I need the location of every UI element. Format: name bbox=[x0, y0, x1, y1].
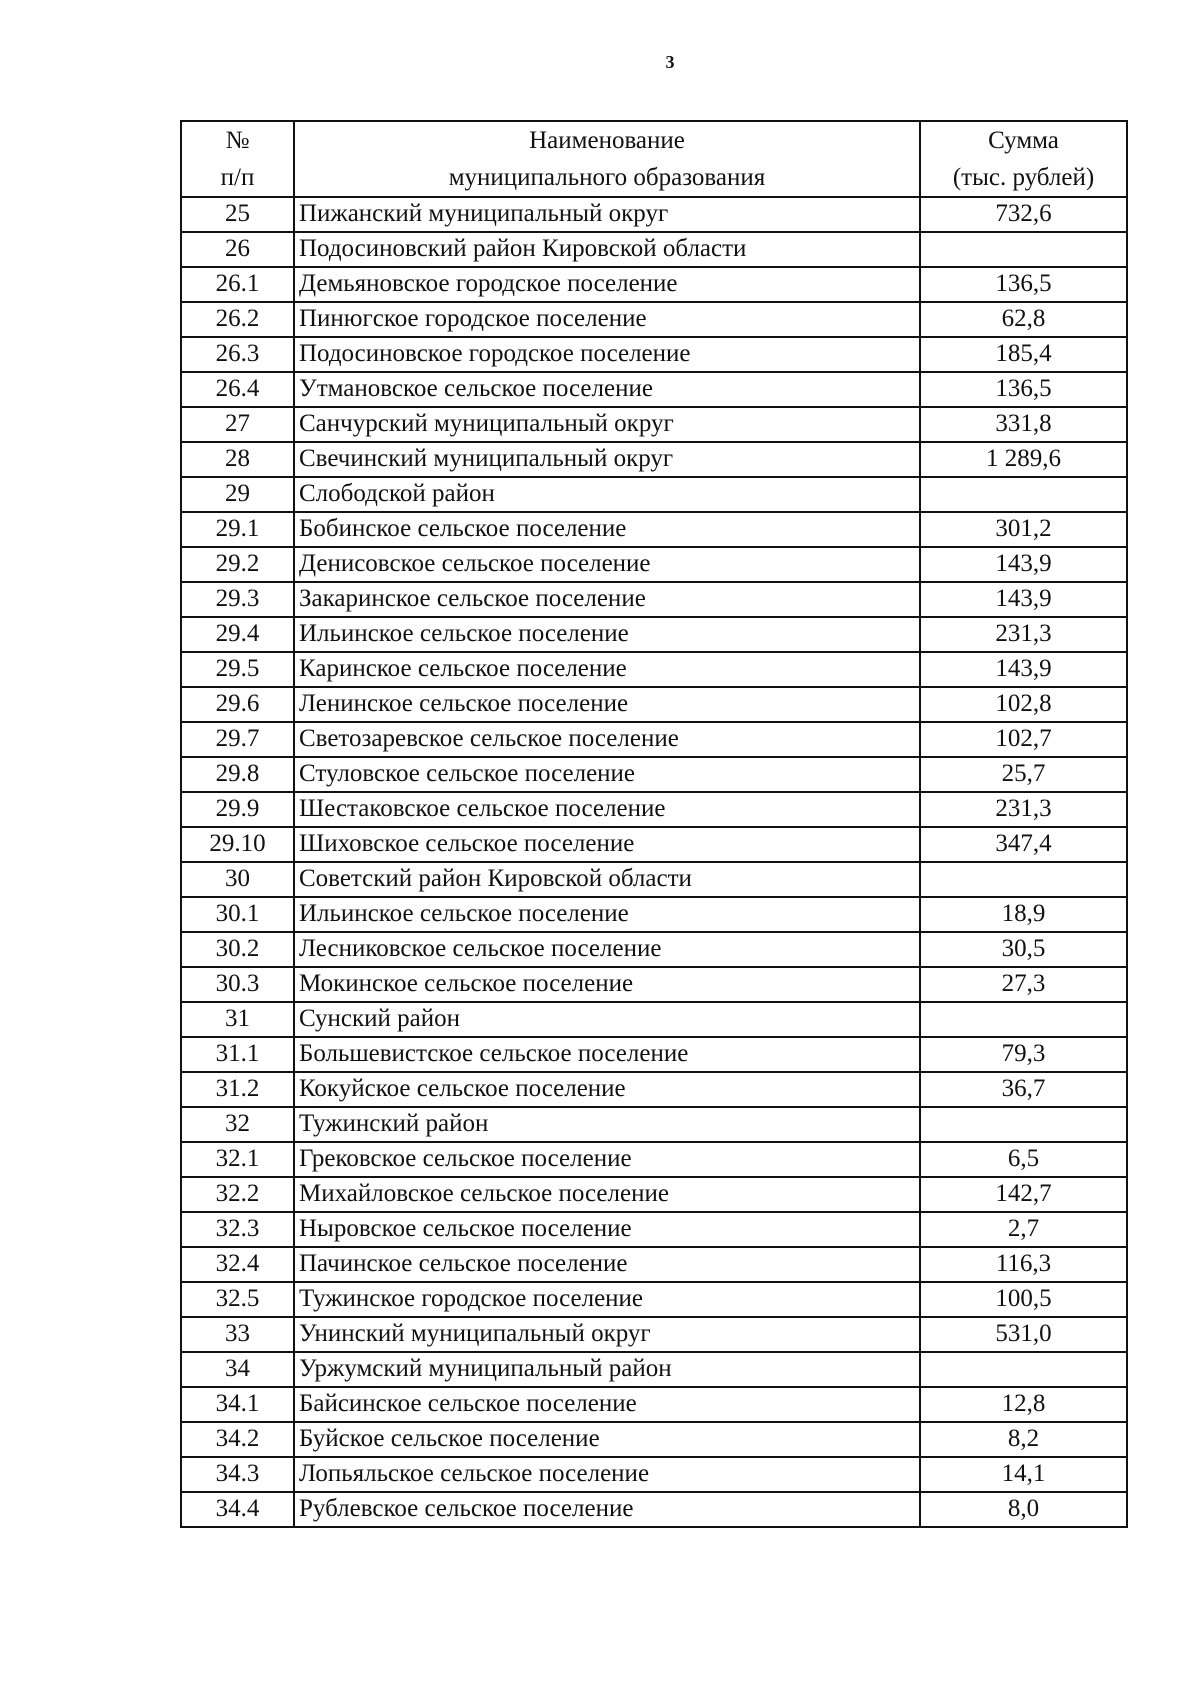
row-number-cell: 31 bbox=[181, 1002, 294, 1037]
table-row bbox=[181, 1282, 1127, 1317]
table-row bbox=[181, 1177, 1127, 1212]
amount-cell: 102,7 bbox=[920, 722, 1127, 757]
amount-cell bbox=[920, 477, 1127, 512]
municipality-name-cell: Ленинское сельское поселение bbox=[294, 687, 920, 722]
municipality-name-cell: Свечинский муниципальный округ bbox=[294, 442, 920, 477]
amount-cell: 8,2 bbox=[920, 1422, 1127, 1457]
table-row bbox=[181, 862, 1127, 897]
municipality-name-cell: Стуловское сельское поселение bbox=[294, 757, 920, 792]
amount-cell bbox=[920, 1002, 1127, 1037]
municipality-name-cell: Пачинское сельское поселение bbox=[294, 1247, 920, 1282]
municipality-name-cell: Ильинское сельское поселение bbox=[294, 897, 920, 932]
municipality-name-cell: Рублевское сельское поселение bbox=[294, 1492, 920, 1527]
header-line: Сумма bbox=[988, 127, 1059, 154]
amount-cell: 331,8 bbox=[920, 407, 1127, 442]
amount-cell: 116,3 bbox=[920, 1247, 1127, 1282]
amount-cell: 102,8 bbox=[920, 687, 1127, 722]
amount-cell bbox=[920, 862, 1127, 897]
row-number-cell: 32.2 bbox=[181, 1177, 294, 1212]
allocation-table bbox=[180, 120, 1128, 1528]
amount-cell: 136,5 bbox=[920, 267, 1127, 302]
municipality-name-cell: Подосиновский район Кировской области bbox=[294, 232, 920, 267]
row-number-cell: 34 bbox=[181, 1352, 294, 1387]
municipality-name-cell: Большевистское сельское поселение bbox=[294, 1037, 920, 1072]
row-number-cell: 34.4 bbox=[181, 1492, 294, 1527]
row-number-cell: 26.4 bbox=[181, 372, 294, 407]
municipality-name-cell: Лесниковское сельское поселение bbox=[294, 932, 920, 967]
column-header-sum bbox=[920, 121, 1127, 197]
row-number-cell: 25 bbox=[181, 197, 294, 232]
amount-cell: 62,8 bbox=[920, 302, 1127, 337]
amount-cell: 301,2 bbox=[920, 512, 1127, 547]
amount-cell: 136,5 bbox=[920, 372, 1127, 407]
row-number-cell: 26.1 bbox=[181, 267, 294, 302]
amount-cell bbox=[920, 1352, 1127, 1387]
amount-cell: 231,3 bbox=[920, 617, 1127, 652]
municipality-name-cell: Ныровское сельское поселение bbox=[294, 1212, 920, 1247]
column-header-number bbox=[181, 121, 294, 197]
row-number-cell: 30.2 bbox=[181, 932, 294, 967]
row-number-cell: 32.5 bbox=[181, 1282, 294, 1317]
header-line: № bbox=[225, 127, 250, 154]
amount-cell: 25,7 bbox=[920, 757, 1127, 792]
table-row bbox=[181, 372, 1127, 407]
table-row bbox=[181, 932, 1127, 967]
table-row bbox=[181, 617, 1127, 652]
row-number-cell: 26.3 bbox=[181, 337, 294, 372]
table-row bbox=[181, 722, 1127, 757]
row-number-cell: 29.9 bbox=[181, 792, 294, 827]
amount-cell: 36,7 bbox=[920, 1072, 1127, 1107]
municipality-name-cell: Шестаковское сельское поселение bbox=[294, 792, 920, 827]
table-row bbox=[181, 547, 1127, 582]
amount-cell: 531,0 bbox=[920, 1317, 1127, 1352]
municipality-name-cell: Буйское сельское поселение bbox=[294, 1422, 920, 1457]
row-number-cell: 29.3 bbox=[181, 582, 294, 617]
municipality-name-cell: Пинюгское городское поселение bbox=[294, 302, 920, 337]
table-row bbox=[181, 1352, 1127, 1387]
amount-cell: 12,8 bbox=[920, 1387, 1127, 1422]
table-row bbox=[181, 1247, 1127, 1282]
municipality-name-cell: Тужинский район bbox=[294, 1107, 920, 1142]
amount-cell: 732,6 bbox=[920, 197, 1127, 232]
amount-cell: 143,9 bbox=[920, 547, 1127, 582]
table-row bbox=[181, 1317, 1127, 1352]
amount-cell: 8,0 bbox=[920, 1492, 1127, 1527]
table-row bbox=[181, 827, 1127, 862]
municipality-name-cell: Пижанский муниципальный округ bbox=[294, 197, 920, 232]
table-row bbox=[181, 652, 1127, 687]
table-row bbox=[181, 1107, 1127, 1142]
municipality-name-cell: Каринское сельское поселение bbox=[294, 652, 920, 687]
amount-cell bbox=[920, 1107, 1127, 1142]
amount-cell bbox=[920, 232, 1127, 267]
table-row bbox=[181, 757, 1127, 792]
amount-cell: 14,1 bbox=[920, 1457, 1127, 1492]
row-number-cell: 29.4 bbox=[181, 617, 294, 652]
header-row bbox=[181, 121, 1127, 197]
table-row bbox=[181, 1037, 1127, 1072]
municipality-name-cell: Советский район Кировской области bbox=[294, 862, 920, 897]
table-row bbox=[181, 442, 1127, 477]
table-row bbox=[181, 337, 1127, 372]
amount-cell: 142,7 bbox=[920, 1177, 1127, 1212]
table-row bbox=[181, 302, 1127, 337]
row-number-cell: 29.6 bbox=[181, 687, 294, 722]
header-line: (тыс. рублей) bbox=[952, 164, 1095, 191]
row-number-cell: 32.1 bbox=[181, 1142, 294, 1177]
table-row bbox=[181, 687, 1127, 722]
row-number-cell: 29.8 bbox=[181, 757, 294, 792]
row-number-cell: 29 bbox=[181, 477, 294, 512]
row-number-cell: 29.5 bbox=[181, 652, 294, 687]
table-row bbox=[181, 967, 1127, 1002]
row-number-cell: 31.2 bbox=[181, 1072, 294, 1107]
municipality-name-cell: Бобинское сельское поселение bbox=[294, 512, 920, 547]
row-number-cell: 34.2 bbox=[181, 1422, 294, 1457]
table-row bbox=[181, 1142, 1127, 1177]
table-row bbox=[181, 477, 1127, 512]
municipality-name-cell: Ильинское сельское поселение bbox=[294, 617, 920, 652]
row-number-cell: 29.7 bbox=[181, 722, 294, 757]
row-number-cell: 27 bbox=[181, 407, 294, 442]
municipality-name-cell: Кокуйское сельское поселение bbox=[294, 1072, 920, 1107]
table-row bbox=[181, 512, 1127, 547]
municipality-name-cell: Лопьяльское сельское поселение bbox=[294, 1457, 920, 1492]
municipality-name-cell: Сунский район bbox=[294, 1002, 920, 1037]
row-number-cell: 32.3 bbox=[181, 1212, 294, 1247]
municipality-name-cell: Тужинское городское поселение bbox=[294, 1282, 920, 1317]
amount-cell: 2,7 bbox=[920, 1212, 1127, 1247]
municipality-name-cell: Унинский муниципальный округ bbox=[294, 1317, 920, 1352]
table-row bbox=[181, 1457, 1127, 1492]
municipality-name-cell: Светозаревское сельское поселение bbox=[294, 722, 920, 757]
municipality-name-cell: Грековское сельское поселение bbox=[294, 1142, 920, 1177]
table-header bbox=[181, 121, 1127, 197]
row-number-cell: 30.1 bbox=[181, 897, 294, 932]
municipality-name-cell: Закаринское сельское поселение bbox=[294, 582, 920, 617]
table-row bbox=[181, 197, 1127, 232]
table-row bbox=[181, 232, 1127, 267]
row-number-cell: 29.2 bbox=[181, 547, 294, 582]
table-row bbox=[181, 407, 1127, 442]
municipality-name-cell: Байсинское сельское поселение bbox=[294, 1387, 920, 1422]
amount-cell: 79,3 bbox=[920, 1037, 1127, 1072]
header-line: муниципального образования bbox=[448, 164, 766, 191]
header-line: п/п bbox=[220, 164, 255, 191]
table-row bbox=[181, 792, 1127, 827]
amount-cell: 27,3 bbox=[920, 967, 1127, 1002]
amount-cell: 143,9 bbox=[920, 582, 1127, 617]
amount-cell: 185,4 bbox=[920, 337, 1127, 372]
row-number-cell: 34.3 bbox=[181, 1457, 294, 1492]
row-number-cell: 26 bbox=[181, 232, 294, 267]
row-number-cell: 30.3 bbox=[181, 967, 294, 1002]
amount-cell: 347,4 bbox=[920, 827, 1127, 862]
table-row bbox=[181, 1422, 1127, 1457]
amount-cell: 100,5 bbox=[920, 1282, 1127, 1317]
table-row bbox=[181, 1072, 1127, 1107]
amount-cell: 18,9 bbox=[920, 897, 1127, 932]
table-row bbox=[181, 1492, 1127, 1527]
row-number-cell: 30 bbox=[181, 862, 294, 897]
table-row bbox=[181, 1387, 1127, 1422]
amount-cell: 143,9 bbox=[920, 652, 1127, 687]
municipality-name-cell: Слободской район bbox=[294, 477, 920, 512]
row-number-cell: 29.1 bbox=[181, 512, 294, 547]
municipality-name-cell: Уржумский муниципальный район bbox=[294, 1352, 920, 1387]
amount-cell: 30,5 bbox=[920, 932, 1127, 967]
table-row bbox=[181, 582, 1127, 617]
column-header-name bbox=[294, 121, 920, 197]
municipality-name-cell: Санчурский муниципальный округ bbox=[294, 407, 920, 442]
row-number-cell: 34.1 bbox=[181, 1387, 294, 1422]
row-number-cell: 32 bbox=[181, 1107, 294, 1142]
row-number-cell: 28 bbox=[181, 442, 294, 477]
table-row bbox=[181, 1002, 1127, 1037]
amount-cell: 231,3 bbox=[920, 792, 1127, 827]
amount-cell: 6,5 bbox=[920, 1142, 1127, 1177]
amount-cell: 1 289,6 bbox=[920, 442, 1127, 477]
municipality-name-cell: Мокинское сельское поселение bbox=[294, 967, 920, 1002]
municipality-name-cell: Денисовское сельское поселение bbox=[294, 547, 920, 582]
header-line: Наименование bbox=[529, 127, 685, 154]
row-number-cell: 26.2 bbox=[181, 302, 294, 337]
row-number-cell: 31.1 bbox=[181, 1037, 294, 1072]
municipality-name-cell: Михайловское сельское поселение bbox=[294, 1177, 920, 1212]
municipality-name-cell: Демьяновское городское поселение bbox=[294, 267, 920, 302]
table-body bbox=[181, 197, 1127, 1527]
municipality-name-cell: Шиховское сельское поселение bbox=[294, 827, 920, 862]
municipality-name-cell: Подосиновское городское поселение bbox=[294, 337, 920, 372]
page-number: 3 bbox=[665, 52, 675, 72]
row-number-cell: 29.10 bbox=[181, 827, 294, 862]
table-row bbox=[181, 897, 1127, 932]
row-number-cell: 33 bbox=[181, 1317, 294, 1352]
municipality-name-cell: Утмановское сельское поселение bbox=[294, 372, 920, 407]
table-row bbox=[181, 267, 1127, 302]
table-row bbox=[181, 1212, 1127, 1247]
row-number-cell: 32.4 bbox=[181, 1247, 294, 1282]
